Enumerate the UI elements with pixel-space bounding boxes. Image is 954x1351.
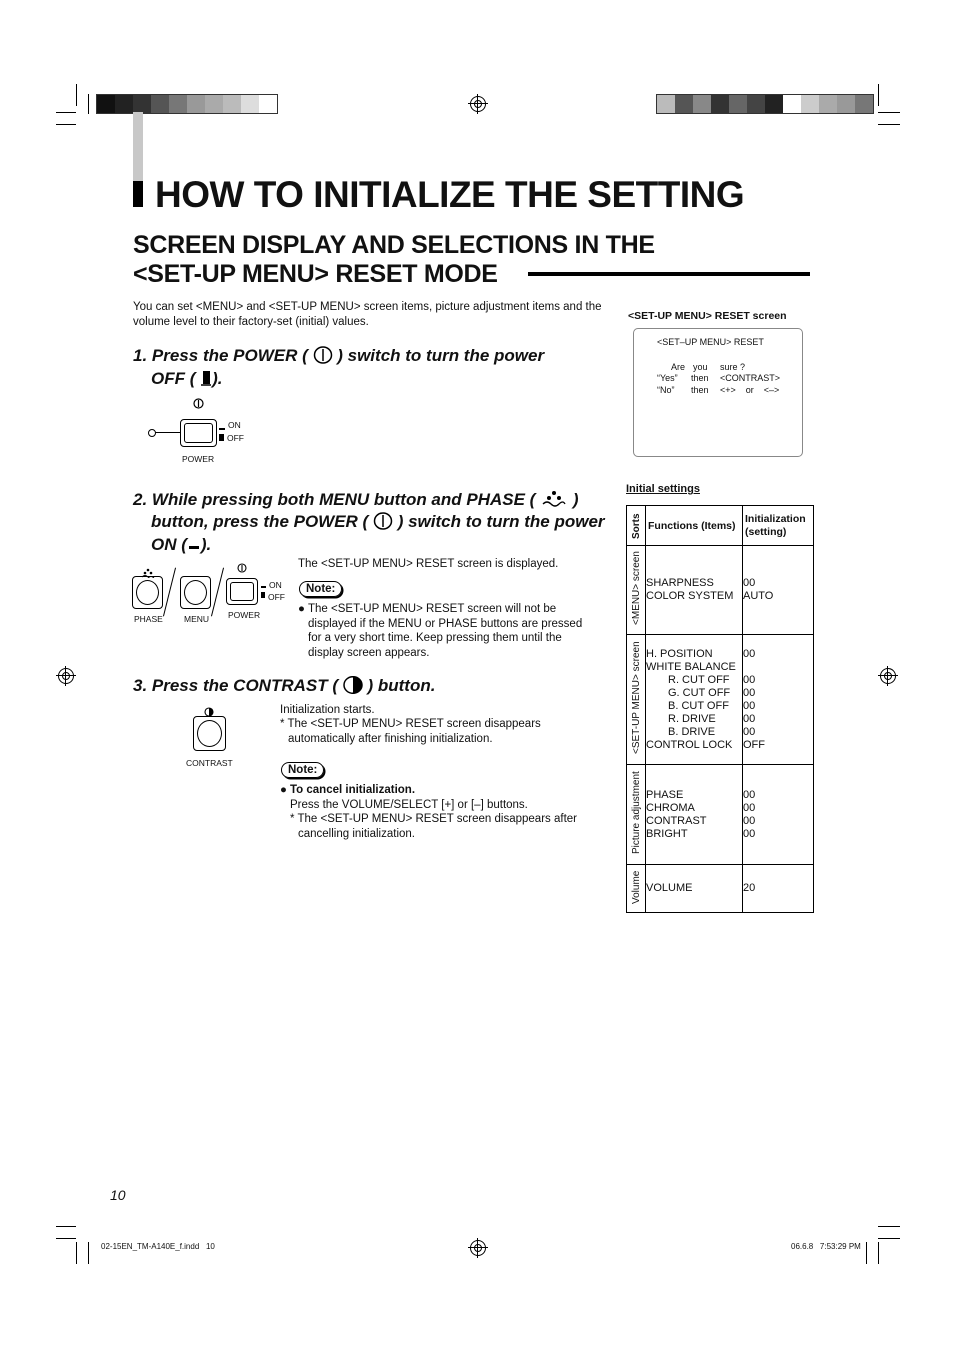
reset-screen-row: Are [671, 362, 686, 372]
items-list [646, 577, 742, 603]
color-swatch [855, 95, 873, 113]
init-value: 00 [743, 686, 756, 699]
items-list [646, 882, 742, 895]
contrast-label: CONTRAST [186, 758, 233, 768]
function-item: WHITE BALANCE [646, 660, 736, 673]
note-badge: Note: [299, 579, 342, 597]
color-bar-left [96, 94, 278, 114]
table-header-row [627, 506, 814, 546]
power-symbol-icon [237, 560, 247, 578]
section-heading-line1: SCREEN DISPLAY AND SELECTIONS IN THE [133, 231, 655, 259]
bullet-icon: ● [298, 603, 305, 615]
registration-mark-icon [880, 668, 896, 684]
color-swatch [801, 95, 819, 113]
menu-button[interactable] [180, 576, 211, 609]
power-cord-line [152, 432, 180, 433]
cancel-note: * The <SET-UP MENU> RESET screen disappears after cancelling initialization. [290, 813, 577, 840]
crop-mark [88, 1242, 89, 1264]
cord-end-icon [148, 429, 156, 437]
reset-screen-row: sure ? [720, 362, 746, 372]
values-list [743, 789, 813, 841]
function-item: SHARPNESS [646, 577, 714, 589]
items-list [646, 789, 742, 841]
phase-label: PHASE [134, 614, 163, 624]
init-value: 00 [743, 673, 756, 686]
init-value: 00 [743, 712, 756, 725]
crop-mark [866, 1242, 867, 1264]
reset-screen-row: “No” [657, 385, 675, 395]
reset-screen [633, 328, 803, 457]
on-label: ON [269, 580, 282, 590]
on-symbol-icon [187, 537, 201, 557]
contrast-symbol-icon [343, 676, 363, 699]
section-heading-line2: <SET-UP MENU> RESET MODE [133, 260, 498, 288]
init-value [743, 661, 813, 674]
table-row [627, 635, 814, 765]
init-value: 00 [743, 814, 756, 827]
function-item: H. POSITION [646, 647, 713, 660]
reset-screen-row: then [691, 385, 709, 395]
color-bar-right [656, 94, 874, 114]
power-switch-button[interactable] [180, 419, 217, 447]
color-swatch [97, 95, 115, 113]
color-swatch [151, 95, 169, 113]
power-symbol-icon [313, 346, 333, 369]
divider-slash [163, 568, 176, 617]
function-item: VOLUME [646, 882, 693, 894]
off-indicator-icon [261, 592, 265, 598]
registration-mark-icon [470, 1240, 486, 1256]
note-badge: Note: [281, 760, 324, 778]
cancel-text: Press the VOLUME/SELECT [+] or [–] buttons. [290, 799, 528, 811]
color-swatch [711, 95, 729, 113]
crop-mark [878, 84, 879, 106]
initial-settings-table [626, 505, 814, 913]
color-swatch [187, 95, 205, 113]
heading-rule [528, 272, 810, 276]
function-item: COLOR SYSTEM [646, 590, 734, 602]
color-swatch [115, 95, 133, 113]
init-value: 00 [743, 788, 756, 801]
values-list [743, 882, 813, 895]
power-symbol-icon [373, 512, 393, 535]
reset-screen-row: <+> or <–> [720, 385, 780, 395]
init-value: 00 [743, 577, 756, 589]
color-swatch [169, 95, 187, 113]
reset-screen-row: then [691, 373, 709, 383]
reset-screen-row: “Yes” [657, 373, 678, 383]
crop-mark [56, 1226, 76, 1227]
color-swatch [223, 95, 241, 113]
sort-label: Volume [630, 870, 642, 904]
initialization-header: Initialization (setting) [743, 506, 814, 546]
sorts-header: Sorts [630, 512, 642, 539]
on-indicator-icon [219, 428, 225, 430]
reset-screen-row: you [693, 362, 708, 372]
init-value: 00 [743, 801, 756, 814]
reset-screen-row: <CONTRAST> [720, 373, 781, 383]
table-row [627, 765, 814, 865]
menu-label: MENU [184, 614, 210, 624]
title-bar-mark [133, 181, 143, 207]
page-title: HOW TO INITIALIZE THE SETTING [155, 174, 745, 215]
function-item: B. CUT OFF [668, 699, 729, 712]
color-swatch [747, 95, 765, 113]
color-swatch [693, 95, 711, 113]
contrast-button[interactable] [193, 716, 226, 751]
crop-mark [56, 1238, 76, 1239]
crop-mark [878, 1242, 879, 1264]
init-value: 20 [743, 882, 756, 894]
init-value: AUTO [743, 590, 774, 602]
intro-text: You can set <MENU> and <SET-UP MENU> screen items, picture adjustment items and the volume level to their factory-set (initial) values. [133, 301, 602, 328]
items-list [646, 648, 742, 752]
section-heading [133, 231, 655, 289]
functions-header: Functions (Items) [646, 506, 743, 546]
on-indicator-icon [261, 586, 266, 588]
crop-mark [76, 84, 77, 106]
step-3-heading: 3. Press the CONTRAST ( ) button. [133, 676, 603, 699]
function-item: R. DRIVE [668, 712, 716, 725]
crop-mark [878, 112, 900, 113]
off-label: OFF [268, 592, 285, 602]
power-switch-button[interactable] [226, 578, 258, 605]
registration-mark-icon [58, 668, 74, 684]
color-swatch [765, 95, 783, 113]
footer-timestamp: 06.6.8 7:53:29 PM [791, 1242, 861, 1251]
crop-mark [56, 124, 76, 125]
step-2-note-text: The <SET-UP MENU> RESET screen will not be displayed if the MENU or PHASE buttons are pressed for a very short time. Keep pressing them until the display screen appears. [308, 603, 583, 659]
divider-slash [211, 568, 224, 617]
color-swatch [133, 95, 151, 113]
function-item: BRIGHT [646, 827, 688, 840]
function-item: B. DRIVE [668, 725, 716, 738]
sort-label: <MENU> screen [630, 551, 642, 626]
reset-screen-caption: <SET-UP MENU> RESET screen [628, 310, 787, 322]
init-value: 00 [743, 827, 756, 840]
crop-mark [88, 94, 89, 114]
off-label: OFF [227, 433, 244, 443]
page-number: 10 [110, 1187, 126, 1203]
on-label: ON [228, 420, 241, 430]
sort-label: <SET-UP MENU> screen [630, 641, 642, 755]
step-2-heading: 2. While pressing both MENU button and PHASE ( ) button, press the POWER ( ) switch to turn the power ON ( ). [133, 489, 613, 557]
init-value: 00 [743, 699, 756, 712]
off-indicator-icon [219, 434, 224, 441]
phase-button[interactable] [132, 576, 163, 609]
color-swatch [675, 95, 693, 113]
function-item: CONTROL LOCK [646, 738, 733, 751]
function-item: CHROMA [646, 801, 695, 814]
crop-mark [878, 124, 900, 125]
cancel-title: To cancel initialization. [290, 784, 416, 796]
table-row [627, 865, 814, 913]
power-label: POWER [228, 610, 261, 620]
crop-mark [878, 1238, 900, 1239]
init-value: OFF [743, 738, 765, 751]
color-swatch [819, 95, 837, 113]
reset-screen-title: <SET–UP MENU> RESET [657, 337, 764, 347]
power-label: POWER [182, 454, 215, 464]
color-swatch [729, 95, 747, 113]
function-item: PHASE [646, 788, 684, 801]
side-tab [133, 112, 143, 184]
registration-mark-icon [470, 96, 486, 112]
function-item: CONTRAST [646, 814, 707, 827]
color-swatch [205, 95, 223, 113]
power-symbol-icon [193, 396, 204, 414]
init-starts-text: Initialization starts. [280, 704, 375, 716]
displayed-text: The <SET-UP MENU> RESET screen is displayed. [298, 558, 559, 570]
color-swatch [241, 95, 259, 113]
color-swatch [837, 95, 855, 113]
color-swatch [657, 95, 675, 113]
values-list [743, 577, 813, 603]
phase-symbol-icon [540, 489, 568, 512]
init-disappears-text: * The <SET-UP MENU> RESET screen disappears automatically after finishing initialization. [280, 718, 541, 745]
crop-mark [76, 1242, 77, 1264]
step-1-heading: 1. Press the POWER ( ) switch to turn the power OFF ( ). [133, 346, 603, 391]
sort-label: Picture adjustment [630, 771, 642, 855]
values-list [743, 648, 813, 752]
init-value: 00 [743, 725, 756, 738]
init-value: 00 [743, 647, 756, 660]
footer-file-info: 02-15EN_TM-A140E_f.indd 10 [101, 1242, 215, 1251]
color-swatch [259, 95, 277, 113]
off-symbol-icon [200, 370, 212, 391]
initial-settings-caption: Initial settings [626, 483, 700, 495]
bullet-icon: ● [280, 784, 287, 796]
crop-mark [56, 112, 76, 113]
table-row [627, 546, 814, 635]
function-item: G. CUT OFF [668, 686, 731, 699]
function-item: R. CUT OFF [668, 673, 730, 686]
color-swatch [783, 95, 801, 113]
crop-mark [878, 1226, 900, 1227]
